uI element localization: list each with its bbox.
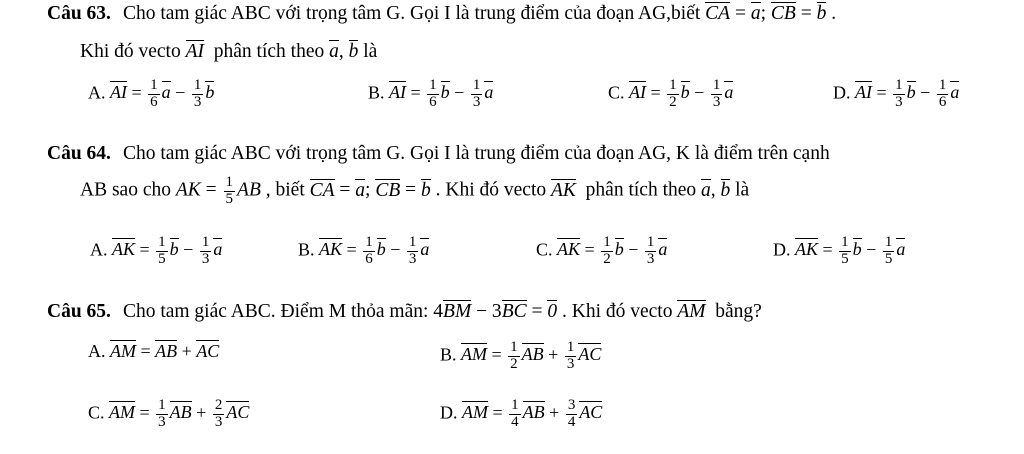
q64-option-c[interactable]: C. AK = $\frac{1}{2}$ b − $\frac{1}{3}$ a bbox=[536, 234, 668, 267]
q65-option-d[interactable]: D. AM = $\frac{1}{4}$ AB + $\frac{3}{4}$ AC bbox=[440, 397, 603, 430]
q64-option-a[interactable]: A. AK = $\frac{1}{5}$ b − $\frac{1}{3}$ a bbox=[90, 234, 223, 267]
q65-stem-line: Câu 65. Cho tam giác ABC. Điểm M thỏa mãn: 4BM − 3BC = 0 . Khi đó vecto AM bằng? bbox=[47, 301, 762, 322]
q63-option-a[interactable]: A. AI = $\frac{1}{6}$ a − $\frac{1}{3}$ b bbox=[88, 77, 215, 110]
q63-given: CA = a; CB = b . bbox=[705, 3, 837, 24]
q64-label: Câu 64. bbox=[47, 143, 111, 164]
q65-label: Câu 65. bbox=[47, 301, 111, 322]
q64-stem-line bbox=[47, 143, 830, 165]
q63-stem-line bbox=[47, 2, 836, 25]
q63-line2: Khi đó vecto AI phân tích theo a, b là bbox=[80, 41, 378, 62]
q63-label: Câu 63. bbox=[47, 3, 111, 24]
q65-option-b[interactable]: B. AM = $\frac{1}{2}$ AB + $\frac{1}{3}$ AC bbox=[440, 339, 602, 372]
q64-option-b[interactable]: B. AK = $\frac{1}{6}$ b − $\frac{1}{3}$ a bbox=[298, 234, 430, 267]
q64-option-d[interactable]: D. AK = $\frac{1}{5}$ b − $\frac{1}{5}$ a bbox=[773, 234, 906, 267]
q63-stem: Cho tam giác ABC với trọng tâm G. Gọi I là trung điểm của đoạn AG,biết bbox=[122, 3, 701, 24]
q64-line2: AB sao cho AK = $\frac{1}{5}$ AB , biết CA = a; CB = b . Khi đó vecto AK phân tích theo a, b là bbox=[80, 174, 750, 207]
q63-option-b[interactable]: B. AI = $\frac{1}{6}$ b − $\frac{1}{3}$ a bbox=[368, 77, 494, 110]
q63-option-c[interactable]: C. AI = $\frac{1}{2}$ b − $\frac{1}{3}$ a bbox=[608, 77, 734, 110]
q64-stem: Cho tam giác ABC với trọng tâm G. Gọi I là trung điểm của đoạn AG, K là điểm trên cạnh bbox=[122, 143, 830, 164]
q63-option-d[interactable]: D. AI = $\frac{1}{3}$ b − $\frac{1}{6}$ a bbox=[833, 77, 960, 110]
q65-option-a[interactable]: A. AM = AB + AC bbox=[88, 341, 220, 361]
q65-option-c[interactable]: C. AM = $\frac{1}{3}$ AB + $\frac{2}{3}$ AC bbox=[88, 397, 250, 430]
